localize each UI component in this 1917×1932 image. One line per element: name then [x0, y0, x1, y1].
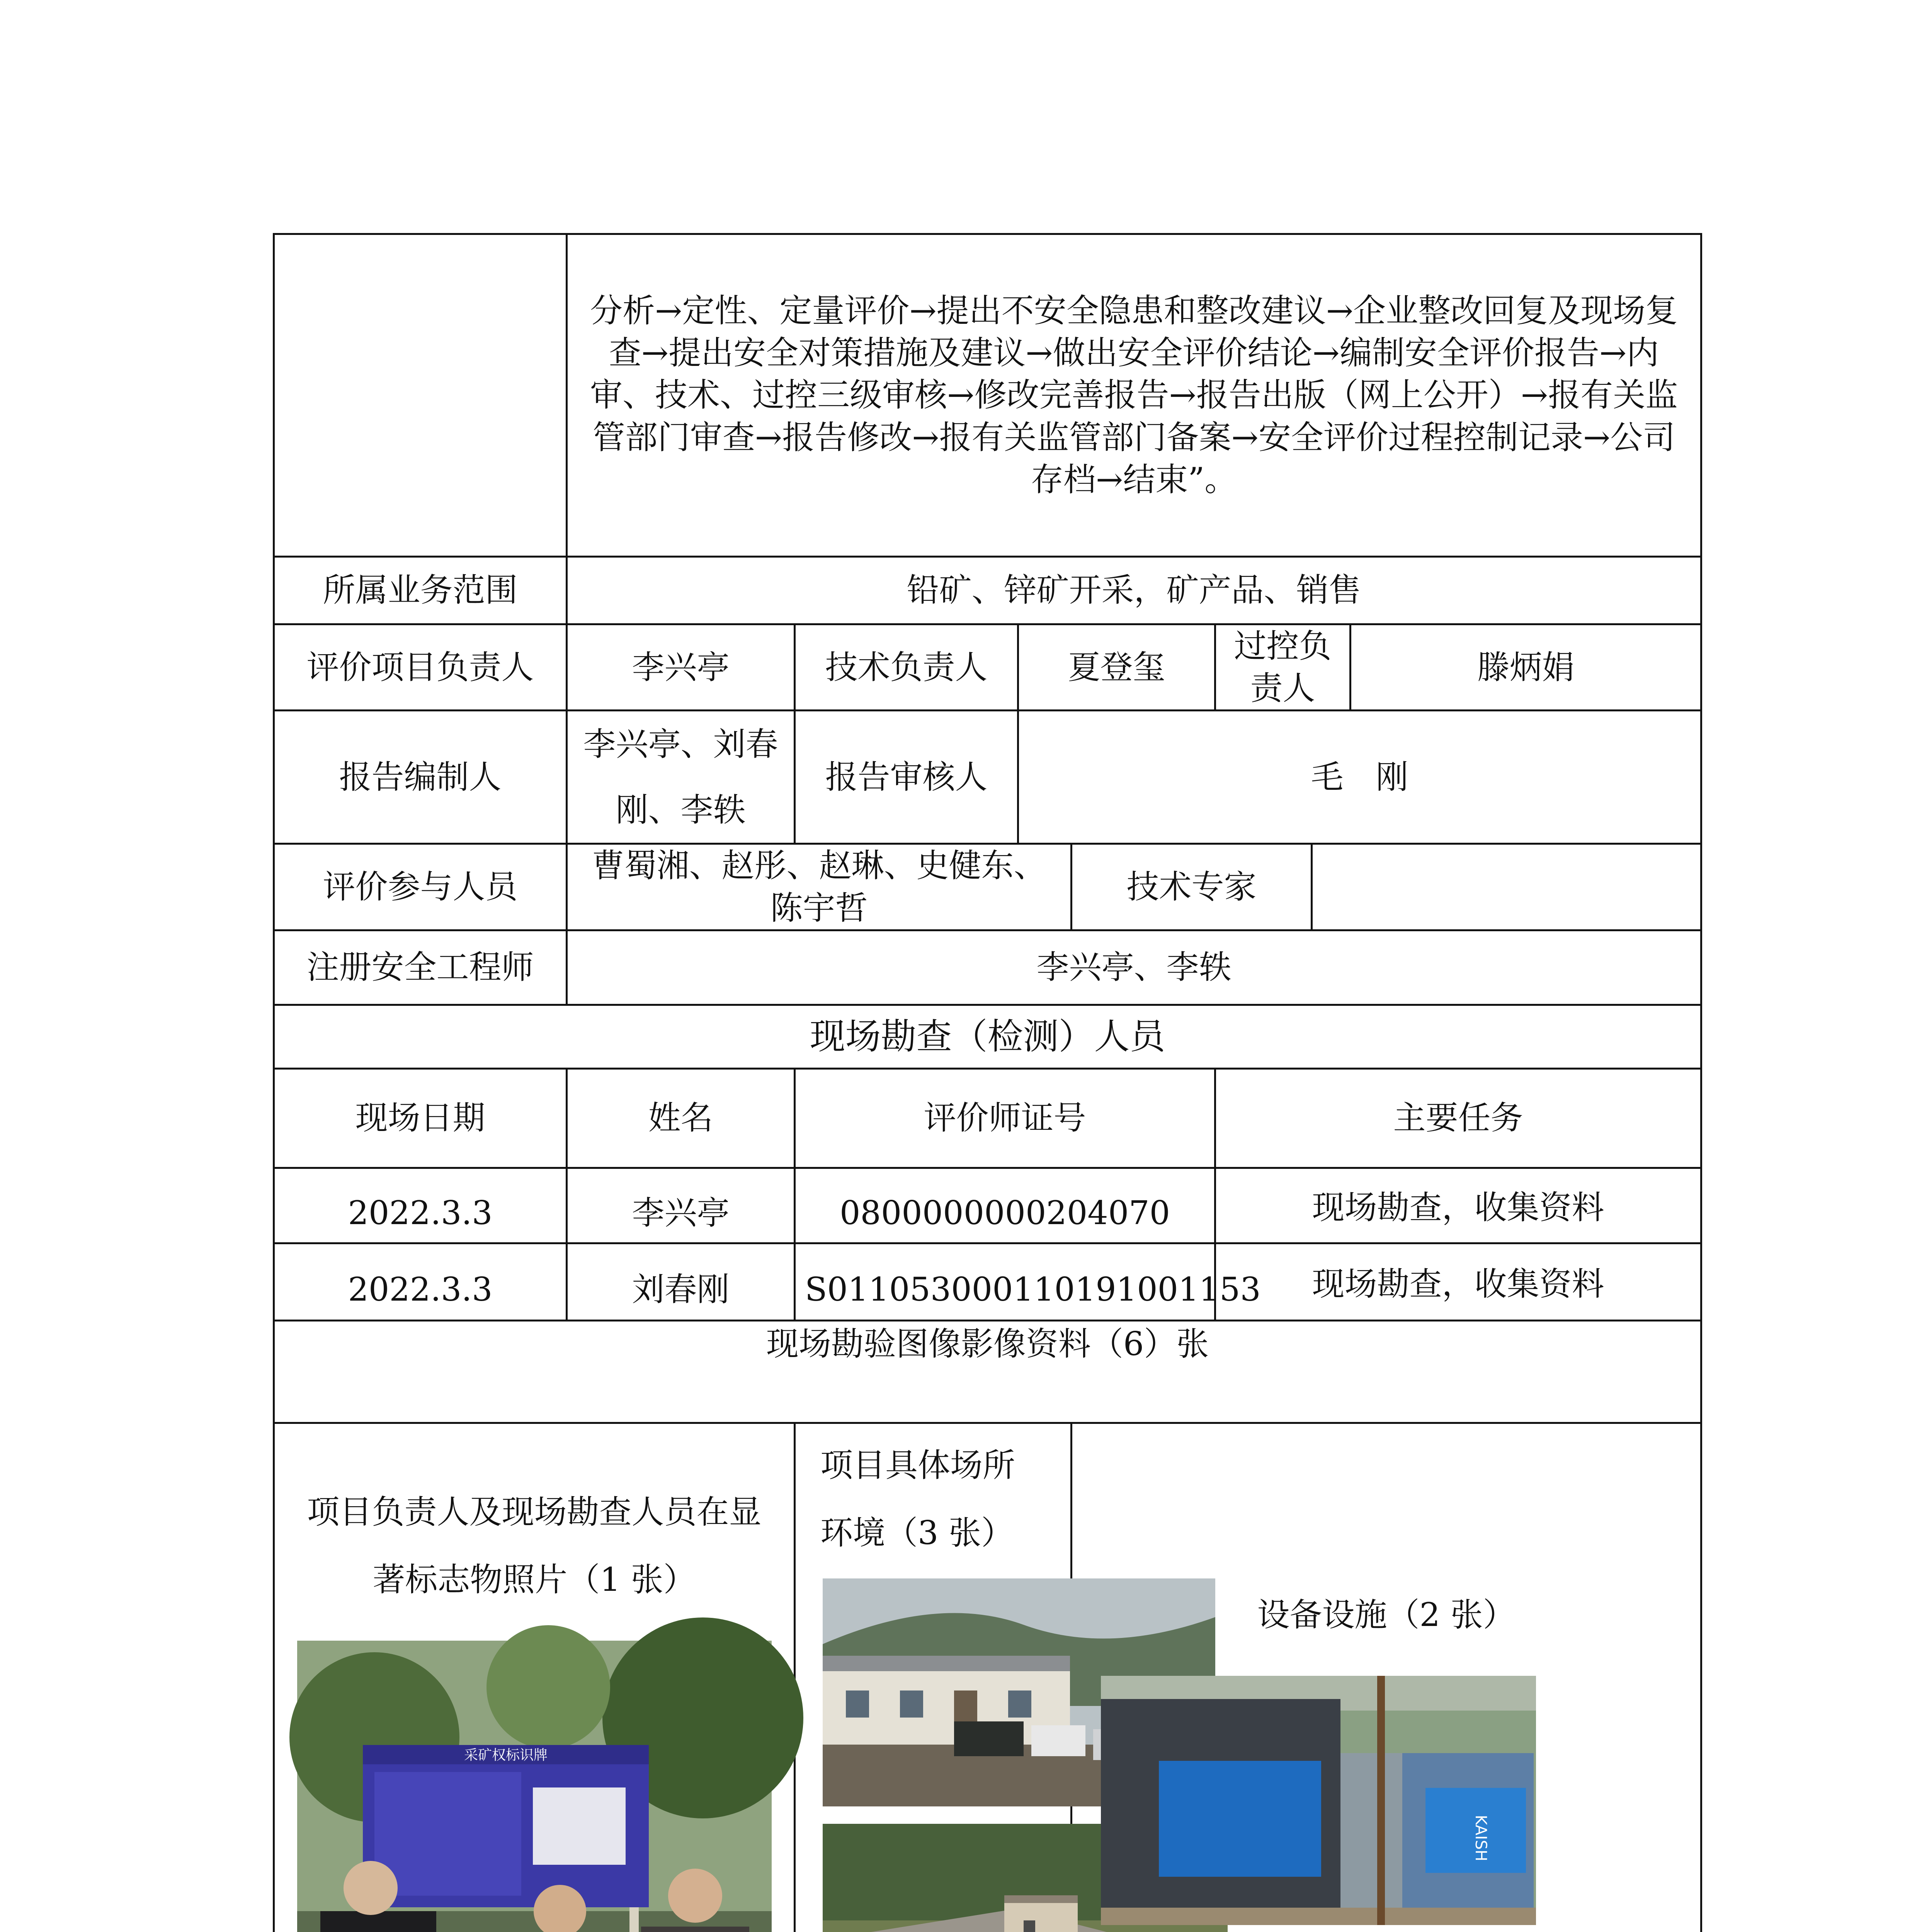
business-scope-value: 铅矿、锌矿开采，矿产品、销售	[567, 557, 1701, 624]
survey-name: 李兴亭	[567, 1168, 795, 1243]
compiler-value: 李兴亭、刘春刚、李轶	[567, 711, 795, 844]
tech-leader-value: 夏登玺	[1018, 624, 1215, 711]
survey-section-title: 现场勘查（检测）人员	[274, 1005, 1701, 1068]
compressor-brand-text: KAISH	[1472, 1815, 1490, 1862]
evaluation-info-table	[273, 233, 1702, 1932]
site-photo-caption: 项目具体场所环境（3 张）	[820, 1446, 1015, 1552]
survey-header-task: 主要任务	[1215, 1068, 1701, 1168]
intro-process-text: 分析→定性、定量评价→提出不安全隐患和整改建议→企业整改回复及现场复查→提出安全对策措施及建议→做出安全评价结论→编制安全评价报告→内审、技术、过控三级审核→修改完善报告→报告出版（网上公开）→报有关监管部门审查→报告修改→报有关监管部门备案→安全评价过程控制记录→公司存档→结束”。	[567, 234, 1701, 557]
survey-cert: S011053000110191001153	[795, 1243, 1215, 1320]
reviewer-value: 毛 刚	[1018, 711, 1701, 844]
compiler-label: 报告编制人	[274, 711, 567, 844]
business-scope-label: 所属业务范围	[274, 557, 567, 624]
leader-sign-photo	[297, 1641, 772, 1932]
survey-date: 2022.3.3	[274, 1243, 567, 1320]
equipment-photo-compressors	[1101, 1676, 1536, 1925]
survey-task: 现场勘查，收集资料	[1215, 1243, 1701, 1320]
engineer-value: 李兴亭、李轶	[567, 930, 1701, 1005]
project-leader-label: 评价项目负责人	[274, 624, 567, 711]
leader-photo-cell	[274, 1423, 795, 1932]
participants-value: 曹蜀湘、赵彤、赵琳、史健东、陈宇哲	[567, 844, 1072, 930]
survey-task: 现场勘查，收集资料	[1215, 1168, 1701, 1243]
survey-cert: 0800000000204070	[795, 1168, 1215, 1243]
engineer-label: 注册安全工程师	[274, 930, 567, 1005]
survey-header-date: 现场日期	[274, 1068, 567, 1168]
images-section-title: 现场勘验图像影像资料（6）张	[274, 1320, 1701, 1423]
survey-name: 刘春刚	[567, 1243, 795, 1320]
reviewer-label: 报告审核人	[795, 711, 1018, 844]
equipment-photo-cell	[1072, 1423, 1701, 1932]
expert-label: 技术专家	[1072, 844, 1312, 930]
participants-label: 评价参与人员	[274, 844, 567, 930]
control-leader-value: 滕炳娟	[1351, 624, 1701, 711]
control-leader-label: 过控负责人	[1215, 624, 1351, 711]
survey-row	[274, 1243, 1701, 1320]
survey-date: 2022.3.3	[274, 1168, 567, 1243]
survey-row	[274, 1168, 1701, 1243]
expert-value	[1312, 844, 1701, 930]
intro-blank-cell	[274, 234, 567, 557]
site-photo-cell	[795, 1423, 1072, 1932]
leader-photo-caption: 项目负责人及现场勘查人员在显著标志物照片（1 张）	[307, 1493, 762, 1599]
survey-header-cert: 评价师证号	[795, 1068, 1215, 1168]
survey-header-name: 姓名	[567, 1068, 795, 1168]
project-leader-value: 李兴亭	[567, 624, 795, 711]
equipment-photo-caption: 设备设施（2 张）	[1257, 1596, 1516, 1634]
tech-leader-label: 技术负责人	[795, 624, 1018, 711]
sign-board-text: 采矿权标识牌	[464, 1747, 548, 1764]
